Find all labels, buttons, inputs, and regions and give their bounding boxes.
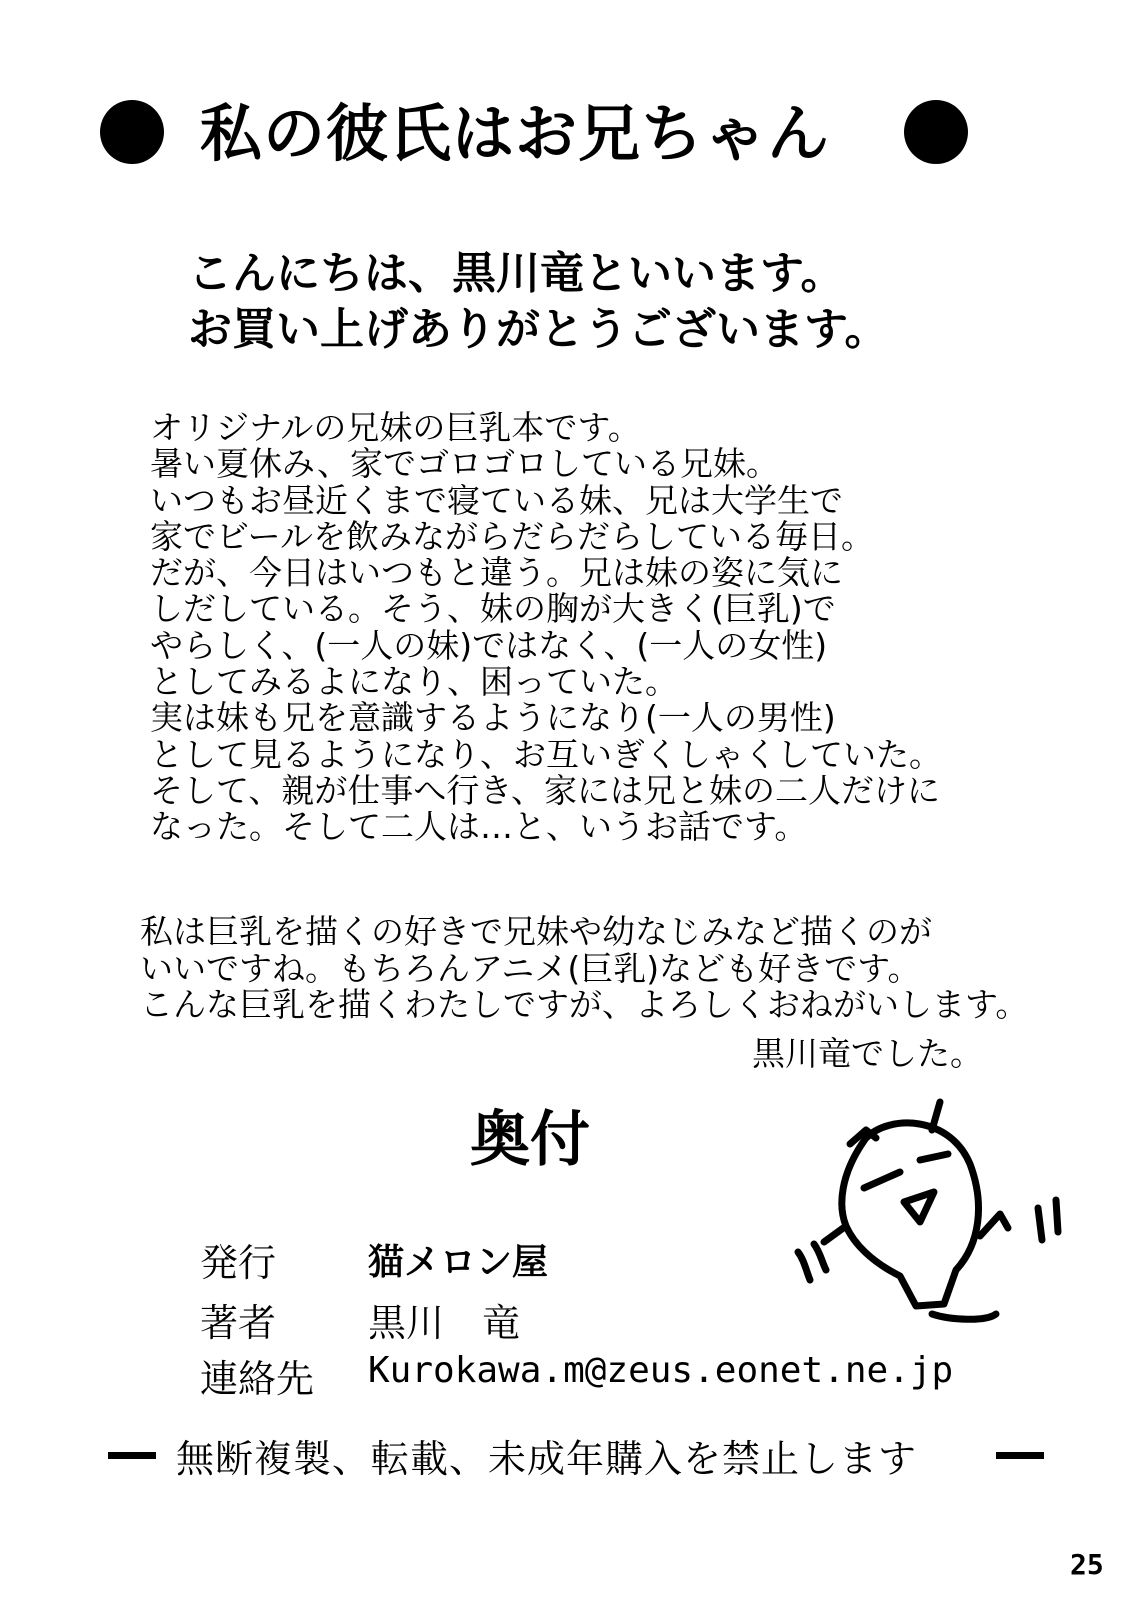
mascot-doodle xyxy=(780,1094,1080,1334)
colophon-label-publisher: 発行 xyxy=(200,1241,277,1285)
story-line: だが、今日はいつもと違う。兄は妹の姿に気に xyxy=(150,553,843,593)
author-note-line: 私は巨乳を描くの好きで兄妹や幼なじみなど描くのが xyxy=(140,912,932,951)
title-bullet-left-icon xyxy=(100,100,164,164)
colophon-label-author: 著者 xyxy=(200,1301,277,1345)
story-line: としてみるよになり、困っていた。 xyxy=(150,662,678,702)
story-line: 家でビールを飲みながらだらだらしている毎日。 xyxy=(150,516,875,556)
title-bullet-right-icon xyxy=(904,100,968,164)
story-line: なった。そして二人は…と、いうお話です。 xyxy=(150,807,808,847)
author-note xyxy=(140,914,1028,1024)
author-note-line: こんな巨乳を描くわたしですが、よろしくおねがいします。 xyxy=(140,985,1029,1024)
story-line: やらしく、(一人の妹)ではなく、(一人の女性) xyxy=(150,625,828,665)
story-line: いつもお昼近くまで寝ている妹、兄は大学生で xyxy=(150,480,843,520)
story-line: 暑い夏休み、家でゴロゴロしている兄妹。 xyxy=(150,444,779,484)
greeting-line: お買い上げありがとうございます。 xyxy=(188,304,889,355)
story-line: しだしている。そう、妹の胸が大きく(巨乳)で xyxy=(150,589,836,629)
author-note-line: いいですね。もちろんアニメ(巨乳)なども好きです。 xyxy=(140,948,921,988)
colophon-label-contact: 連絡先 xyxy=(200,1357,315,1401)
story-line: そして、親が仕事へ行き、家には兄と妹の二人だけに xyxy=(150,770,941,810)
colophon-heading: 奥付 xyxy=(470,1105,590,1175)
notice-dash-left-icon xyxy=(108,1452,156,1459)
copyright-notice: 無断複製、転載、未成年購入を禁止します xyxy=(176,1437,918,1481)
signature: 黒川竜でした。 xyxy=(752,1034,983,1073)
notice-dash-right-icon xyxy=(996,1452,1044,1459)
page-title: 私の彼氏はお兄ちゃん xyxy=(200,97,831,170)
colophon-value-contact-email: Kurokawa.m@zeus.eonet.ne.jp xyxy=(368,1350,954,1391)
greeting xyxy=(188,246,948,358)
story-line: として見るようになり、お互いぎくしゃくしていた。 xyxy=(150,734,942,774)
story-line: 実は妹も兄を意識するようになり(一人の男性) xyxy=(150,698,836,738)
story-line: オリジナルの兄妹の巨乳本です。 xyxy=(150,408,641,447)
colophon-value-publisher: 猫メロン屋 xyxy=(368,1242,549,1283)
colophon-value-author: 黒川 竜 xyxy=(368,1301,521,1345)
greeting-line: こんにちは、黒川竜といいます。 xyxy=(188,248,845,299)
story-paragraph xyxy=(150,410,942,846)
page-number: 25 xyxy=(1070,1548,1104,1581)
